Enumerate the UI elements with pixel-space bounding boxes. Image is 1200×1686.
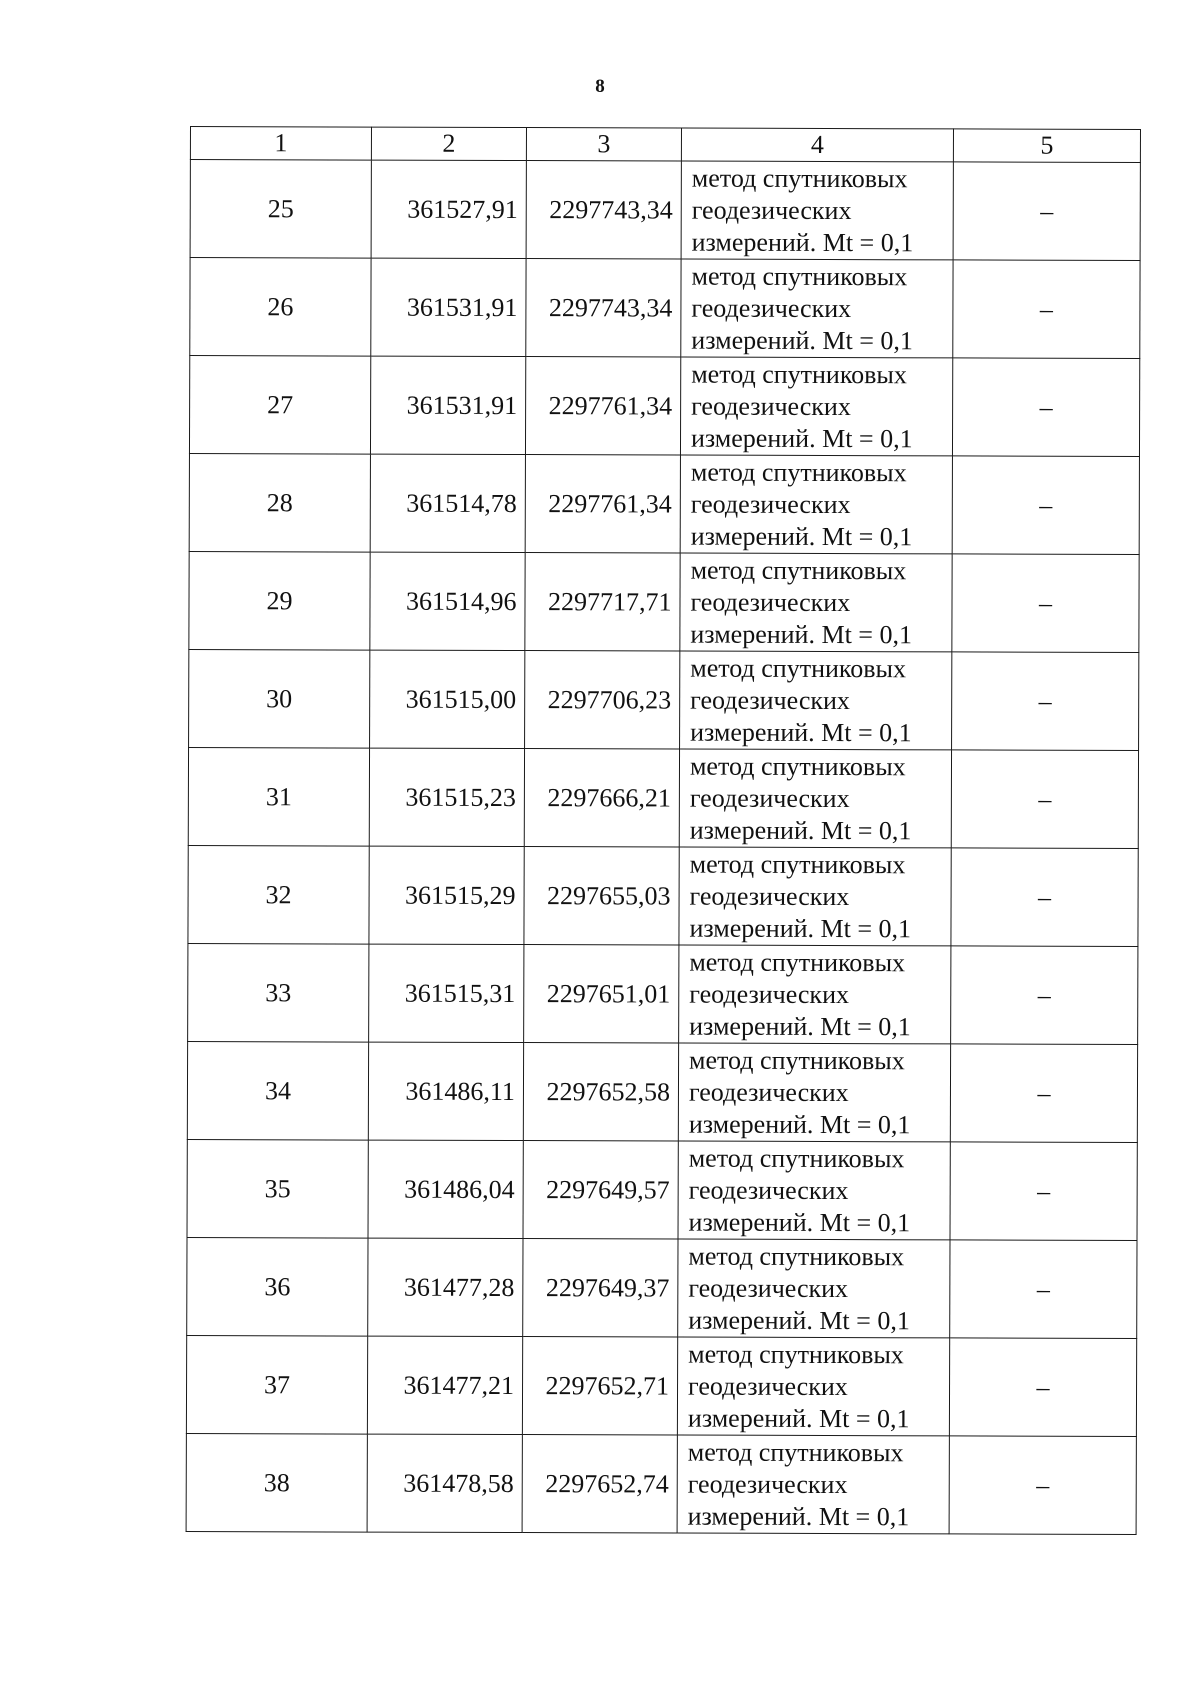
y-coordinate-cell: 2297652,58 (523, 1043, 678, 1141)
method-text-line: метод спутниковых (691, 261, 908, 291)
method-cell (679, 749, 951, 848)
note-cell: – (949, 1436, 1136, 1535)
point-number-cell: 27 (189, 356, 370, 455)
method-text-line: метод спутниковых (688, 1339, 904, 1369)
note-cell: – (951, 848, 1138, 947)
method-text-line: измерений. Mt = 0,1 (691, 325, 913, 355)
method-text-line: измерений. Mt = 0,1 (688, 1305, 910, 1335)
table-row (186, 1335, 1136, 1436)
x-coordinate-cell: 361478,58 (367, 1434, 522, 1532)
method-text-line: измерений. Mt = 0,1 (687, 1501, 910, 1531)
table-row (188, 943, 1138, 1044)
method-text-line: метод спутниковых (689, 947, 906, 977)
table-row (189, 453, 1139, 554)
note-cell: – (950, 1044, 1137, 1143)
point-number-cell: 30 (189, 649, 370, 748)
note-cell: – (953, 162, 1140, 261)
x-coordinate-cell: 361515,00 (370, 650, 525, 748)
method-text-line: метод спутниковых (688, 1143, 905, 1173)
table-row (190, 160, 1140, 261)
point-number-cell: 36 (187, 1237, 368, 1336)
table-row (188, 747, 1138, 848)
method-cell (681, 161, 953, 260)
note-cell: – (951, 750, 1138, 849)
point-number-cell: 31 (188, 747, 369, 846)
x-coordinate-cell: 361514,78 (370, 454, 525, 552)
y-coordinate-cell: 2297761,34 (525, 455, 680, 553)
method-cell (678, 1043, 950, 1142)
method-text-line: метод спутниковых (691, 359, 907, 389)
method-text-line: геодезических (689, 881, 850, 911)
point-number-cell: 28 (189, 453, 370, 552)
x-coordinate-cell: 361477,28 (368, 1238, 523, 1336)
x-coordinate-cell: 361514,96 (370, 552, 525, 650)
point-number-cell: 33 (188, 943, 369, 1042)
method-text-line: геодезических (688, 1273, 849, 1303)
x-coordinate-cell: 361486,04 (368, 1140, 523, 1238)
x-coordinate-cell: 361531,91 (370, 356, 525, 454)
method-text-line: геодезических (690, 685, 850, 715)
table-row (186, 1433, 1136, 1534)
page-number: 8 (595, 76, 605, 97)
table-row (187, 1139, 1137, 1240)
table-row (189, 551, 1139, 652)
method-text-line: метод спутниковых (689, 1045, 905, 1075)
method-cell (679, 847, 951, 946)
method-text-line: геодезических (691, 293, 852, 323)
y-coordinate-cell: 2297706,23 (525, 651, 680, 749)
x-coordinate-cell: 361477,21 (367, 1336, 522, 1434)
point-number-cell: 38 (186, 1433, 367, 1532)
y-coordinate-cell: 2297761,34 (525, 357, 680, 455)
column-header-1: 1 (190, 127, 371, 161)
method-text-line: измерений. Mt = 0,1 (689, 913, 912, 943)
method-cell (677, 1435, 949, 1534)
method-text-line: геодезических (687, 1371, 848, 1401)
y-coordinate-cell: 2297651,01 (524, 945, 679, 1043)
method-text-line: геодезических (688, 1175, 849, 1205)
x-coordinate-cell: 361515,31 (369, 944, 524, 1042)
point-number-cell: 25 (190, 160, 371, 259)
method-cell (680, 651, 952, 750)
table-header-row (190, 127, 1140, 163)
table-row (188, 845, 1138, 946)
x-coordinate-cell: 361531,91 (371, 258, 526, 356)
x-coordinate-cell: 361486,11 (368, 1042, 523, 1140)
y-coordinate-cell: 2297649,57 (523, 1141, 678, 1239)
point-number-cell: 29 (189, 551, 370, 650)
method-text-line: геодезических (691, 391, 851, 421)
method-text-line: геодезических (689, 783, 850, 813)
method-text-line: геодезических (689, 979, 850, 1009)
method-text-line: метод спутниковых (690, 555, 907, 585)
method-text-line: метод спутниковых (690, 653, 907, 683)
coordinates-table (186, 126, 1141, 1535)
x-coordinate-cell: 361527,91 (371, 160, 526, 258)
note-cell: – (953, 260, 1140, 359)
y-coordinate-cell: 2297743,34 (526, 161, 681, 259)
method-text-line: измерений. Mt = 0,1 (691, 227, 914, 257)
method-text-line: измерений. Mt = 0,1 (688, 1109, 911, 1139)
y-coordinate-cell: 2297655,03 (524, 847, 679, 945)
y-coordinate-cell: 2297652,71 (522, 1337, 677, 1435)
method-cell (681, 259, 953, 358)
method-text-line: метод спутниковых (689, 751, 906, 781)
method-text-line: метод спутниковых (688, 1241, 905, 1271)
point-number-cell: 26 (190, 258, 371, 357)
x-coordinate-cell: 361515,29 (369, 846, 524, 944)
method-cell (679, 945, 951, 1044)
note-cell: – (952, 652, 1139, 751)
method-text-line: измерений. Mt = 0,1 (689, 815, 912, 845)
note-cell: – (952, 554, 1139, 653)
method-text-line: геодезических (691, 195, 852, 225)
point-number-cell: 32 (188, 845, 369, 944)
note-cell: – (949, 1338, 1136, 1437)
method-cell (680, 553, 952, 652)
method-text-line: геодезических (690, 587, 851, 617)
method-text-line: геодезических (687, 1469, 848, 1499)
method-cell (680, 455, 952, 554)
method-text-line: метод спутниковых (689, 849, 906, 879)
method-text-line: метод спутниковых (687, 1437, 904, 1467)
method-text-line: измерений. Mt = 0,1 (689, 1011, 911, 1041)
y-coordinate-cell: 2297743,34 (526, 259, 681, 357)
x-coordinate-cell: 361515,23 (369, 748, 524, 846)
method-text-line: метод спутниковых (690, 457, 907, 487)
point-number-cell: 34 (187, 1041, 368, 1140)
method-text-line: измерений. Mt = 0,1 (687, 1403, 910, 1433)
note-cell: – (951, 946, 1138, 1045)
method-text-line: измерений. Mt = 0,1 (690, 717, 912, 747)
method-text-line: геодезических (690, 489, 851, 519)
method-cell (678, 1239, 950, 1338)
method-text-line: измерений. Mt = 0,1 (690, 619, 913, 649)
y-coordinate-cell: 2297717,71 (525, 553, 680, 651)
table-row (187, 1237, 1137, 1338)
column-header-3: 3 (526, 128, 681, 161)
method-text-line: измерений. Mt = 0,1 (690, 521, 913, 551)
table-row (189, 356, 1139, 457)
note-cell: – (950, 1240, 1137, 1339)
y-coordinate-cell: 2297666,21 (524, 749, 679, 847)
method-cell (677, 1337, 949, 1436)
table-row (190, 258, 1140, 359)
column-header-5: 5 (953, 129, 1140, 163)
note-cell: – (952, 358, 1139, 457)
method-text-line: измерений. Mt = 0,1 (688, 1207, 911, 1237)
method-text-line: геодезических (688, 1077, 849, 1107)
y-coordinate-cell: 2297649,37 (523, 1239, 678, 1337)
method-cell (680, 357, 952, 456)
table-row (187, 1041, 1137, 1142)
table-body (186, 160, 1140, 1535)
table-row (189, 649, 1139, 750)
point-number-cell: 35 (187, 1139, 368, 1238)
column-header-4: 4 (681, 128, 953, 162)
y-coordinate-cell: 2297652,74 (522, 1435, 677, 1533)
note-cell: – (950, 1142, 1137, 1241)
column-header-2: 2 (371, 127, 526, 160)
method-cell (678, 1141, 950, 1240)
method-text-line: измерений. Mt = 0,1 (690, 423, 913, 453)
method-text-line: метод спутниковых (691, 163, 908, 193)
point-number-cell: 37 (186, 1335, 367, 1434)
note-cell: – (952, 456, 1139, 555)
